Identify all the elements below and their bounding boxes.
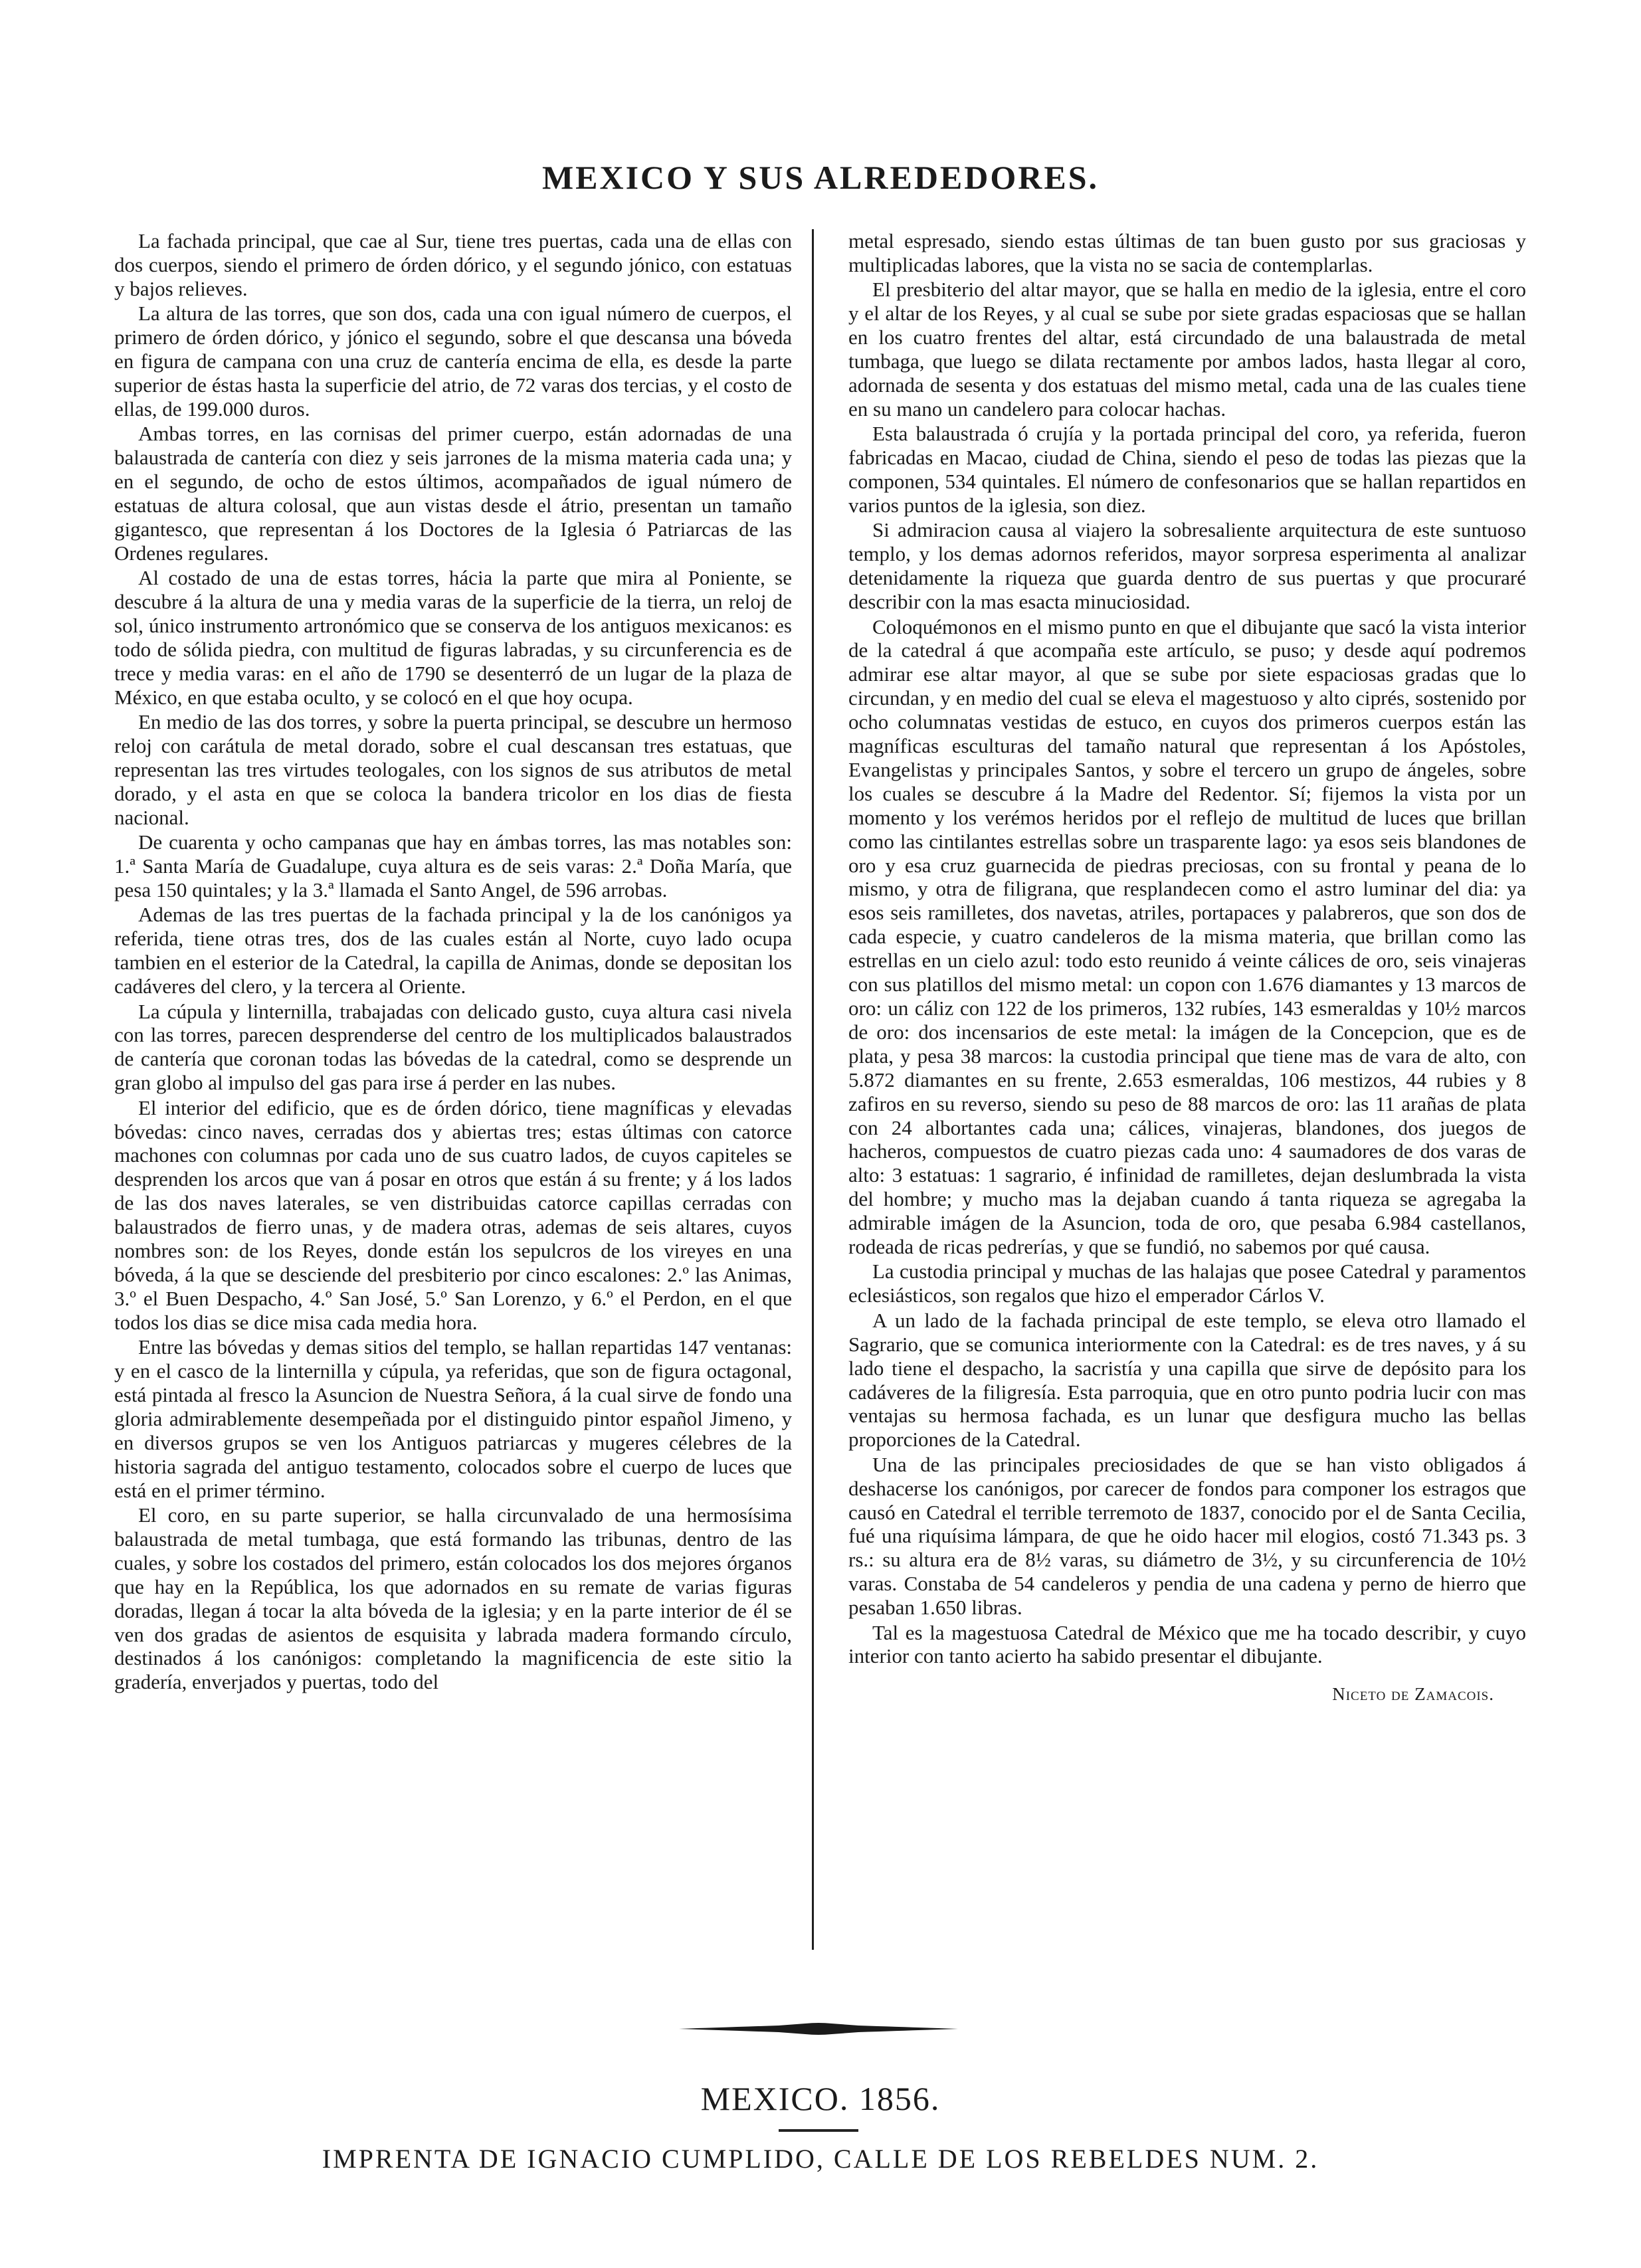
page-title: MEXICO Y SUS ALREDEDORES. <box>541 159 1100 196</box>
paragraph: Al costado de una de estas torres, hácia la parte que mira al Poniente, se descubre á la altura de una y media varas de la superficie de la tierra, un reloj de sol, único instrumento artronómico que se conserva de los antiguos mexicanos: es todo de sólida piedra, con multitud de figuras labradas, y su circunferencia es de trece y media varas: en el año de 1790 se desenterró de un lugar de la plaza de México, en que estaba oculto, y se colocó en el que hoy ocupa. <box>114 566 792 709</box>
paragraph: Ademas de las tres puertas de la fachada principal y la de los canónigos ya referida, tiene otras tres, dos de las cuales están al Norte, cuyo lado ocupa tambien en el esterior de la Catedral, la capilla de Animas, donde se depositan los cadáveres del clero, y la tercera al Oriente. <box>114 903 792 998</box>
right-column <box>848 229 1526 1707</box>
imprint-printer: IMPRENTA DE IGNACIO CUMPLIDO, CALLE DE LOS REBELDES NUM. 2. <box>322 2144 1319 2174</box>
paragraph: En medio de las dos torres, y sobre la puerta principal, se descubre un hermoso reloj con carátula de metal dorado, sobre el cual descansan tres estatuas, que representan las tres virtudes teologales, con los signos de sus atributos de metal dorado, y el asta en que se coloca la bandera tricolor en los dias de fiesta nacional. <box>114 710 792 829</box>
paragraph: Coloquémonos en el mismo punto en que el dibujante que sacó la vista interior de la catedral á que acompaña este artículo, se puso; y desde aquí podremos admirar ese altar mayor, al que se sube por siete espaciosas gradas que lo circundan, y en medio del cual se eleva el magestuoso y alto ciprés, sostenido por ocho columnatas vestidas de estuco, en cuyos dos primeros cuerpos están las magníficas esculturas del tamaño natural que representan á los Apóstoles, Evangelistas y principales Santos, y sobre el tercero un grupo de ángeles, sobre los cuales se descubre á la Madre del Redentor. Sí; fijemos la vista por un momento y los verémos heridos por el reflejo de multitud de luces que brillan como las cintilantes estrellas sobre un trasparente lago: ya esos seis blandones de oro y esa cruz guarnecida de piedras preciosas, con su frontal y peana de lo mismo, y otra de filigrana, que resplandecen como el astro luminar del dia: ya esos seis ramilletes, dos navetas, atriles, portapaces y palabreros, que son dos de cada especie, y cuatro candeleros de la misma materia, que brillan como las estrellas en un cielo azul: todo esto reunido á veinte cálices de oro, seis vinajeras con sus platillos del mismo metal: un copon con 1.676 diamantes y 13 marcos de oro: un cáliz con 122 de los primeros, 132 rubíes, 143 esmeraldas y 10½ marcos de oro: dos incensarios de este metal: la imágen de la Concepcion, que es de plata, y pesa 38 marcos: la custodia principal que tiene mas de vara de alto, con 5.872 diamantes en su frente, 2.653 esmeraldas, 106 mestizos, 44 rubies y 8 zafiros en su reverso, siendo su peso de 88 marcos de oro: las 11 arañas de plata con 24 albortantes cada una; cálices, vinajeras, blandones, dos juegos de hacheros, compuestos de cuatro piezas cada uno: 4 saumadores de dos varas de alto: 3 estatuas: 1 sagrario, é infinidad de ramilletes, dejan deslumbrada la vista del hombre; y mucho mas la dejaban cuando á tanta riqueza se agregaba la admirable imágen de la Asuncion, toda de oro, que pesaba 6.984 castellanos, rodeada de ricas pedrerías, y que se fundió, no sabemos por qué causa. <box>848 614 1526 1259</box>
author-signature: Niceto de Zamacois. <box>1332 1684 1494 1705</box>
paragraph: De cuarenta y ocho campanas que hay en ámbas torres, las mas notables son: 1.ª Santa María de Guadalupe, cuya altura es de seis varas: 2.ª Doña María, que pesa 150 quintales; y la 3.ª llamada el Santo Angel, de 596 arrobas. <box>114 830 792 901</box>
paragraph: El presbiterio del altar mayor, que se halla en medio de la iglesia, entre el coro y el altar de los Reyes, y al cual se sube por siete gradas espaciosas que se hallan en los cuatro frentes del altar, está circundado de una balaustrada de metal tumbaga, que luego se dilata rectamente por ambos lados, hasta llegar al coro, adornada de sesenta y dos estatuas del mismo metal, cada una de las cuales tiene en su mano un candelero para colocar hachas. <box>848 278 1526 421</box>
paragraph: La custodia principal y muchas de las halajas que posee Catedral y paramentos eclesiásticos, son regalos que hizo el emperador Cárlos V. <box>848 1260 1526 1307</box>
column-divider <box>812 229 814 1950</box>
ornament-divider-icon <box>679 2022 958 2036</box>
paragraph-continuation: metal espresado, siendo estas últimas de tan buen gusto por sus graciosas y multiplicadas labores, que la vista no se sacia de contemplarlas. <box>848 229 1526 276</box>
imprint-rule <box>779 2129 858 2132</box>
paragraph: La fachada principal, que cae al Sur, tiene tres puertas, cada una de ellas con dos cuerpos, siendo el primero de órden dórico, y el segundo jónico, con estatuas y bajos relieves. <box>114 229 792 300</box>
imprint-city-year: MEXICO. 1856. <box>700 2080 941 2117</box>
paragraph: Esta balaustrada ó crujía y la portada principal del coro, ya referida, fueron fabricadas en Macao, ciudad de China, siendo el peso de todas las piezas que la componen, 534 quintales. El número de confesonarios que se hallan repartidos en varios puntos de la iglesia, son diez. <box>848 422 1526 517</box>
paragraph: El interior del edificio, que es de órden dórico, tiene magníficas y elevadas bóvedas: cinco naves, cerradas dos y abiertas tres; estas últimas con catorce machones con columnas por cada uno de sus cuatro lados, de cuyos capiteles se desprenden los arcos que van á posar en otros que están á su frente; y á los lados de las dos naves laterales, se ven distribuidas catorce capillas cerradas con balaustrados de fierro unas, y de madera otras, ademas de seis altares, cuyos nombres son: de los Reyes, donde están los sepulcros de los vireyes en una bóveda, á la que se desciende del presbiterio por cinco escalones: 2.º las Animas, 3.º el Buen Despacho, 4.º San José, 5.º San Lorenzo, y 6.º el Perdon, en el que todos los dias se dice misa cada media hora. <box>114 1095 792 1334</box>
paragraph: A un lado de la fachada principal de este templo, se eleva otro llamado el Sagrario, que se comunica interiormente con la Catedral: es de tres naves, y á su lado tiene el despacho, la sacristía y una capilla que sirve de depósito para los cadáveres de la filigresía. Esta parroquia, que en otro punto podria lucir con mas ventajas su hermosa fachada, es un lunar que desfigura mucho las bellas proporciones de la Catedral. <box>848 1308 1526 1452</box>
paragraph: El coro, en su parte superior, se halla circunvalado de una hermosísima balaustrada de metal tumbaga, que está formando las tribunas, dentro de las cuales, y sobre los costados del primero, están colocados los dos mejores órganos que hay en la República, los que adornados en su remate de varias figuras doradas, llegan á tocar la alta bóveda de la iglesia; y en la parte interior de él se ven dos gradas de asientos de esquisita y labrada madera formando círculo, destinados á los canónigos: completando la magnificencia de este sitio la gradería, enverjados y puertas, todo del <box>114 1503 792 1694</box>
paragraph: Entre las bóvedas y demas sitios del templo, se hallan repartidas 147 ventanas: y en el casco de la linternilla y cúpula, ya referidas, que son de figura octagonal, está pintada al fresco la Asuncion de Nuestra Señora, á la cual sirve de fondo una gloria admirablemente desempeñada por el distinguido pintor español Jimeno, y en diversos grupos se ven los Antiguos patriarcas y mugeres célebres de la historia sagrada del antiguo testamento, colocados sobre el cuerpo de luces que está en el primer término. <box>114 1335 792 1502</box>
paragraph: Ambas torres, en las cornisas del primer cuerpo, están adornadas de una balaustrada de cantería con diez y seis jarrones de la misma materia cada una; y en el segundo, de ocho de estos últimos, acompañados de igual número de estatuas de altura colosal, que aun vistas desde el átrio, presentan un tamaño gigantesco, que representan á los Doctores de la Iglesia ó Patriarcas de las Ordenes regulares. <box>114 422 792 565</box>
paragraph: La cúpula y linternilla, trabajadas con delicado gusto, cuya altura casi nivela con las torres, parecen desprenderse del centro de los multiplicados balaustrados de cantería que coronan todas las bóvedas de la catedral, como se desprende un gran globo al impulso del gas para irse á perder en las nubes. <box>114 999 792 1095</box>
paragraph: Una de las principales preciosidades de que se han visto obligados á deshacerse los canónigos, por carecer de fondos para componer los estragos que causó en Catedral el terrible terremoto de 1837, conocido por el de Santa Cecilia, fué una riquísima lámpara, de que he oido hacer mil elogios, costó 71.343 ps. 3 rs.: su altura era de 8½ varas, su diámetro de 3½, y su circunferencia de 10½ varas. Constaba de 54 candeleros y pendia de una cadena y perno de hierro que pesaban 1.650 libras. <box>848 1452 1526 1620</box>
paragraph: Si admiracion causa al viajero la sobresaliente arquitectura de este suntuoso templo, y los demas adornos referidos, mayor sorpresa esperimenta al analizar detenidamente la riqueza que guarda dentro de sus puertas y que procuraré describir con la mas esacta minuciosidad. <box>848 518 1526 614</box>
left-column <box>114 229 792 1695</box>
paragraph: La altura de las torres, que son dos, cada una con igual número de cuerpos, el primero de órden dórico, y jónico el segundo, sobre el que descansa una bóveda en figura de campana con una cruz de cantería encima de ella, es desde la parte superior de éstas hasta la superficie del atrio, de 72 varas dos tercias, y el costo de ellas, de 199.000 duros. <box>114 302 792 421</box>
paragraph: Tal es la magestuosa Catedral de México que me ha tocado describir, y cuyo interior con tanto acierto ha sabido presentar el dibujante. <box>848 1620 1526 1668</box>
